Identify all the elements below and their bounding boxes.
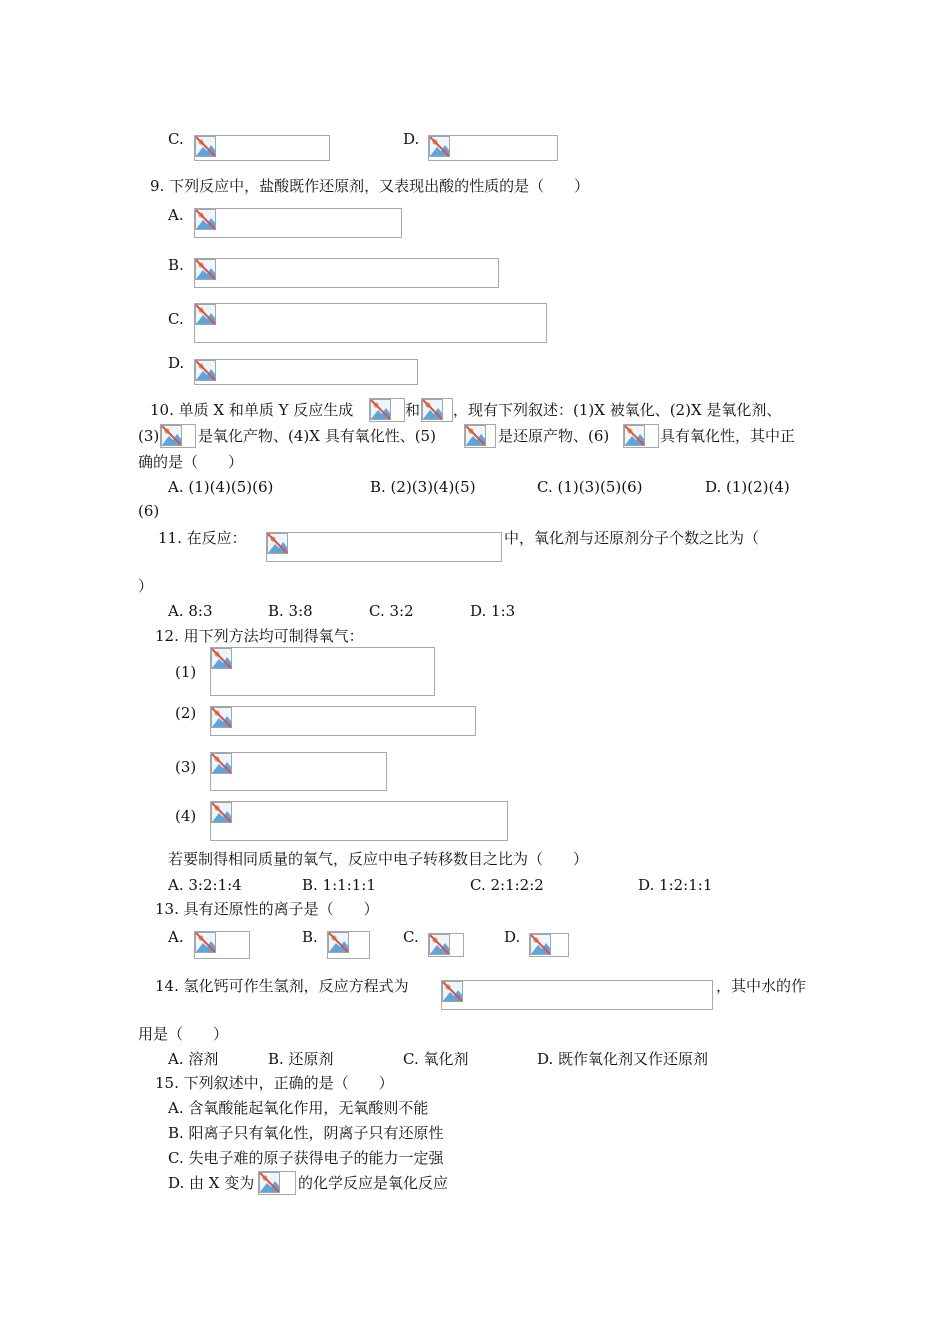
broken-image-icon — [624, 425, 646, 447]
broken-image-icon — [422, 399, 444, 421]
equation-image — [194, 135, 330, 161]
option-d: D. (1)(2)(4) — [705, 478, 790, 496]
formula-image — [258, 1171, 296, 1195]
formula-image — [160, 424, 196, 448]
method-2-label: (2) — [175, 704, 197, 722]
broken-image-icon — [530, 934, 552, 956]
equation-image — [210, 647, 435, 696]
option-c: C. 3:2 — [369, 602, 414, 620]
broken-image-icon — [195, 932, 217, 954]
ion-image — [194, 931, 250, 959]
question-13-stem: 13. 具有还原性的离子是（ ） — [155, 900, 379, 918]
option-d-label: D. — [168, 354, 185, 372]
question-14-line1a: 14. 氢化钙可作生氢剂，反应方程式为 — [155, 977, 409, 995]
question-9-stem: 9. 下列反应中，盐酸既作还原剂，又表现出酸的性质的是（ ） — [150, 177, 590, 195]
equation-image — [266, 532, 502, 562]
question-14-line2: 用是（ ） — [138, 1025, 229, 1043]
equation-image — [210, 801, 508, 841]
option-c: C. 2:1:2:2 — [470, 876, 544, 894]
equation-image — [194, 303, 547, 343]
broken-image-icon — [259, 1172, 281, 1194]
question-12-stem: 12. 用下列方法均可制得氧气： — [155, 627, 364, 645]
broken-image-icon — [328, 932, 350, 954]
ion-image — [529, 933, 569, 957]
option-d-label: D. — [403, 130, 420, 148]
broken-image-icon — [195, 136, 217, 158]
question-10-line1a: 10. 单质 X 和单质 Y 反应生成 — [150, 401, 354, 419]
method-4-label: (4) — [175, 807, 197, 825]
option-b: B. 阳离子只有氧化性，阴离子只有还原性 — [168, 1124, 444, 1142]
question-10-line2c: 是还原产物、(6) — [498, 427, 610, 445]
question-15-stem: 15. 下列叙述中，正确的是（ ） — [155, 1074, 394, 1092]
option-d-part1: D. 由 X 变为 — [168, 1174, 255, 1192]
question-10-line2d: 具有氧化性，其中正 — [660, 427, 796, 445]
option-a: A. (1)(4)(5)(6) — [168, 478, 274, 496]
option-a: A. 溶剂 — [168, 1050, 219, 1068]
broken-image-icon — [442, 981, 464, 1003]
question-10-line1b: 和 — [405, 401, 421, 419]
equation-image — [428, 135, 558, 161]
broken-image-icon — [211, 802, 233, 824]
broken-image-icon — [195, 304, 217, 326]
option-b-label: B. — [302, 928, 318, 946]
option-c: C. (1)(3)(5)(6) — [537, 478, 643, 496]
broken-image-icon — [195, 209, 217, 231]
broken-image-icon — [195, 259, 217, 281]
option-c-label: C. — [403, 928, 419, 946]
option-a-label: A. — [168, 928, 184, 946]
equation-image — [194, 359, 418, 385]
equation-image — [194, 258, 499, 288]
option-d-continued: (6) — [138, 502, 160, 520]
broken-image-icon — [211, 707, 233, 729]
question-11-line2: ） — [138, 577, 154, 595]
option-a: A. 8:3 — [168, 602, 213, 620]
equation-image — [194, 208, 402, 238]
question-10-line2a: (3) — [138, 427, 160, 445]
method-1-label: (1) — [175, 663, 197, 681]
question-10-line1c: ，现有下列叙述：(1)X 被氧化、(2)X 是氧化剂、 — [453, 401, 782, 419]
option-a: A. 含氧酸能起氧化作用，无氧酸则不能 — [168, 1099, 429, 1117]
ion-image — [428, 933, 464, 957]
broken-image-icon — [465, 425, 487, 447]
option-d: D. 1:2:1:1 — [638, 876, 713, 894]
option-a: A. 3:2:1:4 — [168, 876, 242, 894]
option-d-label: D. — [504, 928, 521, 946]
option-c: C. 失电子难的原子获得电子的能力一定强 — [168, 1149, 444, 1167]
equation-image — [210, 752, 387, 791]
broken-image-icon — [429, 934, 451, 956]
question-11-line1b: 中，氧化剂与还原剂分子个数之比为（ — [504, 529, 760, 547]
broken-image-icon — [429, 136, 451, 158]
option-c-label: C. — [168, 130, 184, 148]
broken-image-icon — [211, 753, 233, 775]
question-10-line2b: 是氧化产物、(4)X 具有氧化性、(5) — [198, 427, 436, 445]
formula-image — [369, 398, 405, 422]
broken-image-icon — [161, 425, 183, 447]
equation-image — [210, 706, 476, 736]
broken-image-icon — [370, 399, 392, 421]
option-a-label: A. — [168, 206, 184, 224]
formula-image — [623, 424, 659, 448]
ion-image — [327, 931, 370, 959]
equation-image — [441, 980, 713, 1010]
option-d: D. 既作氧化剂又作还原剂 — [537, 1050, 709, 1068]
question-12-ask: 若要制得相同质量的氧气，反应中电子转移数目之比为（ ） — [168, 850, 589, 868]
option-b: B. (2)(3)(4)(5) — [370, 478, 476, 496]
broken-image-icon — [267, 533, 289, 555]
option-d: D. 1:3 — [470, 602, 516, 620]
option-b: B. 1:1:1:1 — [302, 876, 376, 894]
option-b-label: B. — [168, 256, 184, 274]
option-b: B. 3:8 — [268, 602, 313, 620]
option-d-part2: 的化学反应是氧化反应 — [298, 1174, 449, 1192]
broken-image-icon — [211, 648, 233, 670]
question-10-line3: 确的是（ ） — [138, 453, 244, 471]
method-3-label: (3) — [175, 758, 197, 776]
option-c: C. 氧化剂 — [403, 1050, 469, 1068]
option-c-label: C. — [168, 310, 184, 328]
formula-image — [421, 398, 453, 422]
option-b: B. 还原剂 — [268, 1050, 334, 1068]
broken-image-icon — [195, 360, 217, 382]
question-14-line1b: ，其中水的作 — [716, 977, 807, 995]
formula-image — [464, 424, 496, 448]
question-11-line1a: 11. 在反应： — [158, 529, 247, 547]
